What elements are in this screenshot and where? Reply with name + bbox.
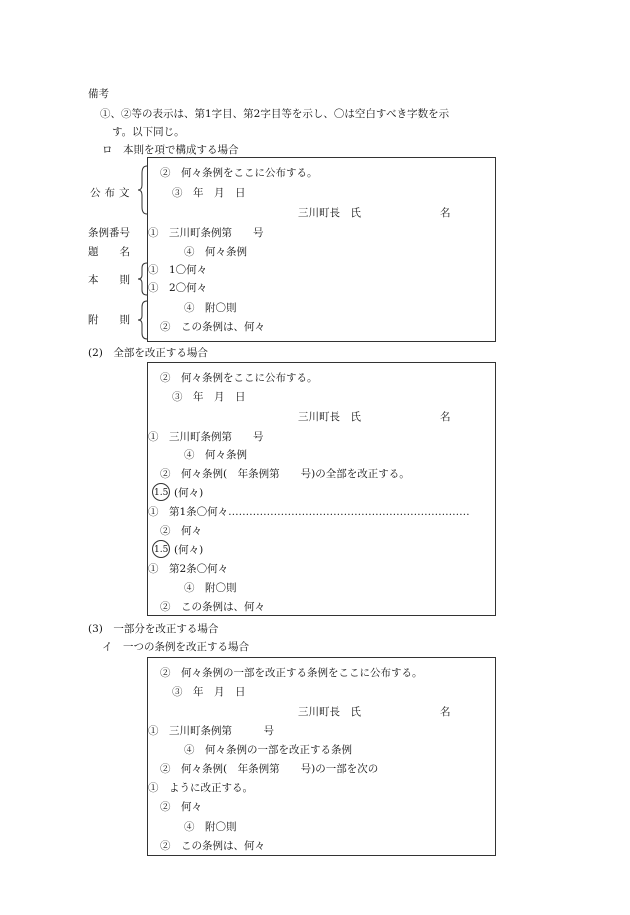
box2-line-7: (何々) [174,487,204,499]
brace-honsoku [138,262,148,296]
box1-line-7: ① 2〇何々 [148,282,208,294]
indent-value: 1.5 [154,545,169,555]
box3-line-4: ① 三川町条例第 号 [148,725,274,737]
box2-line-12: ④ 附〇則 [184,582,237,594]
note-line-2: す。以下同じ。 [112,126,185,138]
label-fusoku: 附 則 [88,314,130,326]
box2-line-13: ② この条例は、何々 [160,601,265,613]
label-jourei-bangou: 条例番号 [88,227,130,239]
label-honsoku: 本 則 [88,274,130,286]
label-koufubun: 公布文 [90,187,134,199]
box2-mayor-name: 名 [440,411,451,423]
box1-line-5: ④ 何々条例 [184,246,247,258]
brace-koufubun [138,165,148,215]
box3-line-1: ② 何々条例の一部を改正する条例をここに公布する。 [160,667,423,679]
box3-mayor: 三川町長 氏 [298,706,361,718]
box1-mayor: 三川町長 氏 [298,207,361,219]
indent-value: 1.5 [154,488,169,498]
box3-line-10: ② この条例は、何々 [160,840,265,852]
section-3: (3) 一部分を改正する場合 [88,623,219,635]
box1-mayor-name: 名 [440,207,451,219]
box2-line-11: ① 第2条〇何々 [148,563,229,575]
box1-line-8: ④ 附〇則 [184,302,237,314]
box2-line-9: ② 何々 [160,525,202,537]
box3-line-7: ① ように改正する。 [148,782,253,794]
heading: 備考 [88,88,109,100]
box3-line-5: ④ 何々条例の一部を改正する条例 [184,744,352,756]
label-daimei: 題 名 [88,246,130,258]
box2-mayor: 三川町長 氏 [298,411,361,423]
box2-line-2: ③ 年 月 日 [172,391,246,403]
box3-mayor-name: 名 [440,706,451,718]
section-2: (2) 全部を改正する場合 [88,347,208,359]
box1-line-2: ③ 年 月 日 [172,187,246,199]
box1-line-1: ② 何々条例をここに公布する。 [160,167,318,179]
box1-line-9: ② この条例は、何々 [160,321,265,333]
section-ro: ロ 本則を項で構成する場合 [102,144,239,156]
brace-fusoku [138,300,148,340]
section-3-i: イ 一つの条例を改正する場合 [102,641,249,653]
box2-line-5: ④ 何々条例 [184,449,247,461]
box1-line-4: ① 三川町条例第 号 [148,227,264,239]
box2-line-1: ② 何々条例をここに公布する。 [160,372,318,384]
box3-line-6: ② 何々条例( 年条例第 号)の一部を次の [160,763,379,775]
box2-line-8: ① 第1条〇何々…………………………………………………………… [148,506,470,518]
box3-line-2: ③ 年 月 日 [172,686,246,698]
note-line-1: ①、②等の表示は、第1字目、第2字目等を示し、〇は空白すべき字数を示 [100,108,450,120]
box2-line-10: (何々) [174,544,204,556]
box3-line-8: ② 何々 [160,801,202,813]
box2-line-4: ① 三川町条例第 号 [148,431,264,443]
box1-line-6: ① 1〇何々 [148,264,208,276]
box2-line-6: ② 何々条例( 年条例第 号)の全部を改正する。 [160,468,410,480]
box3-line-9: ④ 附〇則 [184,821,237,833]
